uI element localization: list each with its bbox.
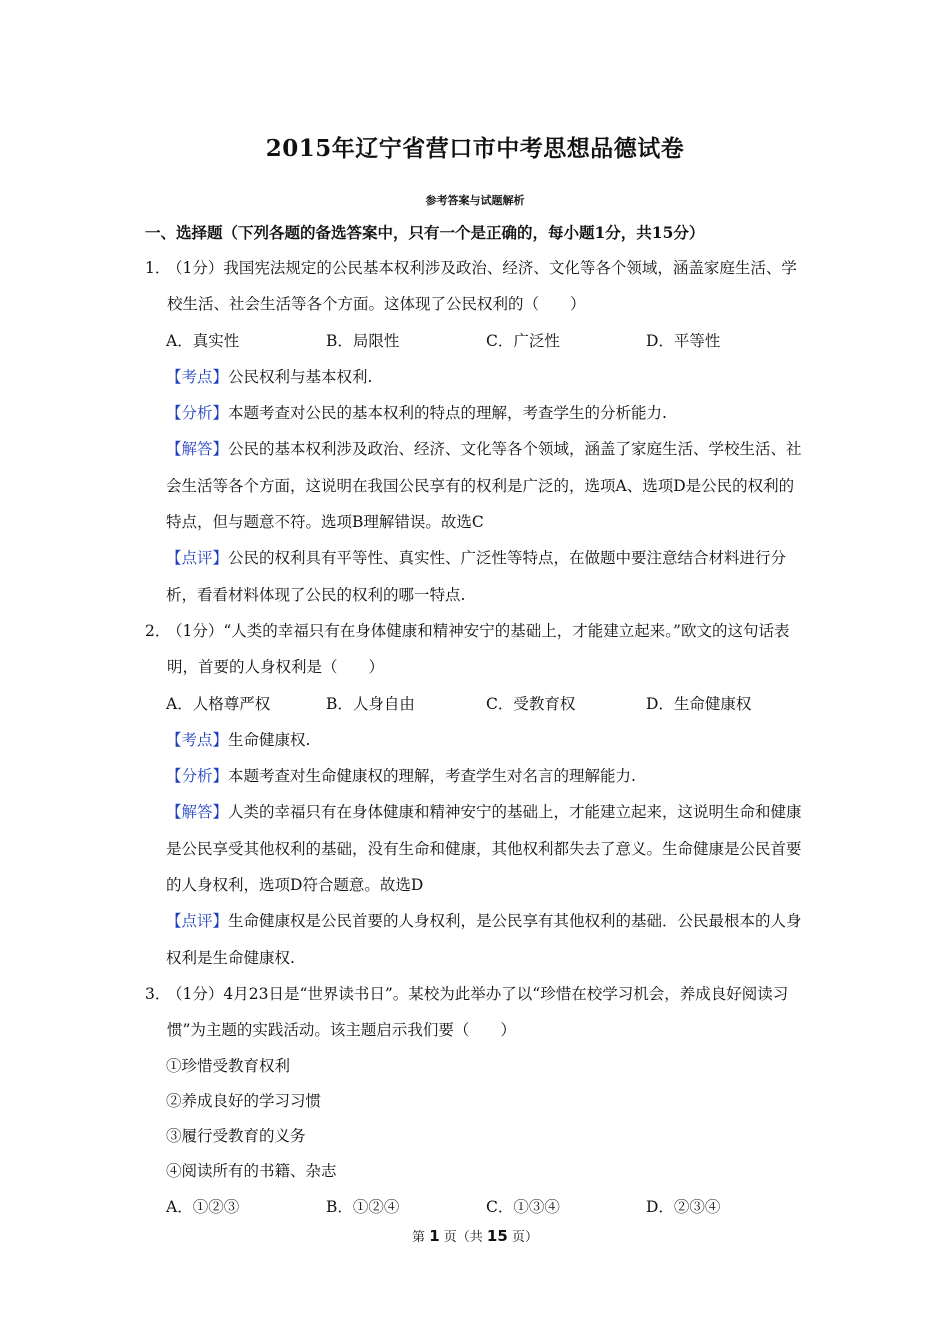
question-stem: （1分）我国宪法规定的公民基本权利涉及政治、经济、文化等各个领域，涵盖家庭生活、学校生活、社会生活等各个方面。这体现了公民权利的（ ）: [167, 259, 797, 314]
question-2: [0, 613, 950, 976]
question-number: 3．: [145, 984, 171, 1003]
dianping-tag: 【点评】: [166, 549, 229, 568]
dianping-tag: 【点评】: [166, 912, 229, 931]
option-c: C．①③④: [486, 1197, 560, 1216]
option-row: [0, 1189, 950, 1225]
option-a: A．真实性: [166, 331, 240, 350]
dianping-text: 公民的权利具有平等性、真实性、广泛性等特点，在做题中要注意结合材料进行分析，看看材料体现了公民的权利的哪一特点.: [166, 549, 787, 604]
dianping-note: [0, 540, 806, 613]
option-b: B．局限性: [326, 331, 400, 350]
dianping-text: 生命健康权是公民首要的人身权利，是公民享有其他权利的基础．公民最根本的人身权利是生命健康权.: [166, 912, 802, 967]
jieda-note: [0, 794, 806, 903]
question-3: [0, 976, 950, 1225]
fenxi-note: [0, 758, 806, 794]
jieda-tag: 【解答】: [166, 803, 229, 822]
option-b: B．①②④: [326, 1197, 400, 1216]
option-c: C．广泛性: [486, 331, 560, 350]
document-subtitle: 参考答案与试题解析: [425, 194, 525, 207]
option-a: A．人格尊严权: [166, 694, 271, 713]
option-row: [0, 686, 950, 722]
option-d: D．②③④: [646, 1197, 721, 1216]
footer-prefix: 第: [412, 1230, 426, 1245]
kaodian-text: 生命健康权.: [228, 730, 311, 749]
kaodian-text: 公民权利与基本权利.: [228, 367, 373, 386]
footer-mid: 页（共: [443, 1230, 483, 1245]
kaodian-tag: 【考点】: [166, 367, 229, 386]
question-stem: （1分）“人类的幸福只有在身体健康和精神安宁的基础上，才能建立起来。”欧文的这句话表明，首要的人身权利是（ ）: [167, 621, 790, 677]
footer-suffix: 页）: [511, 1230, 538, 1245]
jieda-note: [0, 431, 806, 540]
fenxi-text: 本题考查对生命健康权的理解，考查学生对名言的理解能力.: [228, 767, 636, 786]
kaodian-note: [0, 359, 806, 395]
question-stem: （1分）4月23日是“世界读书日”。某校为此举办了以“珍惜在校学习机会，养成良好阅读习惯”为主题的实践活动。该主题启示我们要（ ）: [167, 984, 789, 1040]
jieda-tag: 【解答】: [166, 440, 229, 459]
fenxi-text: 本题考查对公民的基本权利的特点的理解，考查学生的分析能力.: [228, 404, 667, 423]
statement-4: ④阅读所有的书籍、杂志: [166, 1161, 337, 1180]
statement-1: ①珍惜受教育权利: [166, 1056, 291, 1075]
section-heading: 一、选择题（下列各题的备选答案中，只有一个是正确的，每小题1分，共15分）: [145, 223, 705, 242]
page-number: 1: [429, 1227, 440, 1245]
page-total: 15: [486, 1227, 508, 1245]
option-b: B．人身自由: [326, 694, 415, 713]
fenxi-tag: 【分析】: [166, 767, 229, 786]
jieda-text: 人类的幸福只有在身体健康和精神安宁的基础上，才能建立起来，这说明生命和健康是公民享受其他权利的基础，没有生命和健康，其他权利都失去了意义。生命健康是公民首要的人身权利，选项D符合题意。故选D: [166, 803, 802, 895]
document-title: 2015年辽宁省营口市中考思想品德试卷: [265, 135, 685, 162]
kaodian-note: [0, 722, 806, 758]
option-a: A．①②③: [166, 1197, 240, 1216]
question-number: 1．: [145, 259, 171, 277]
question-number: 2．: [145, 621, 171, 640]
fenxi-note: [0, 395, 806, 431]
statement-3: ③履行受教育的义务: [166, 1126, 306, 1145]
fenxi-tag: 【分析】: [166, 404, 229, 423]
option-c: C．受教育权: [486, 694, 576, 713]
option-d: D．平等性: [646, 331, 721, 350]
kaodian-tag: 【考点】: [166, 730, 229, 749]
question-1: [0, 250, 950, 613]
option-d: D．生命健康权: [646, 694, 752, 713]
option-row: [0, 323, 950, 359]
statement-2: ②养成良好的学习习惯: [166, 1091, 322, 1110]
question-list: [0, 250, 950, 1225]
dianping-note: [0, 903, 806, 976]
page-footer: [0, 1226, 950, 1245]
jieda-text: 公民的基本权利涉及政治、经济、文化等各个领域，涵盖了家庭生活、学校生活、社会生活等各个方面，这说明在我国公民享有的权利是广泛的，选项A、选项D是公民的权利的特点，但与题意不符。选项B理解错误。故选C: [166, 440, 802, 532]
